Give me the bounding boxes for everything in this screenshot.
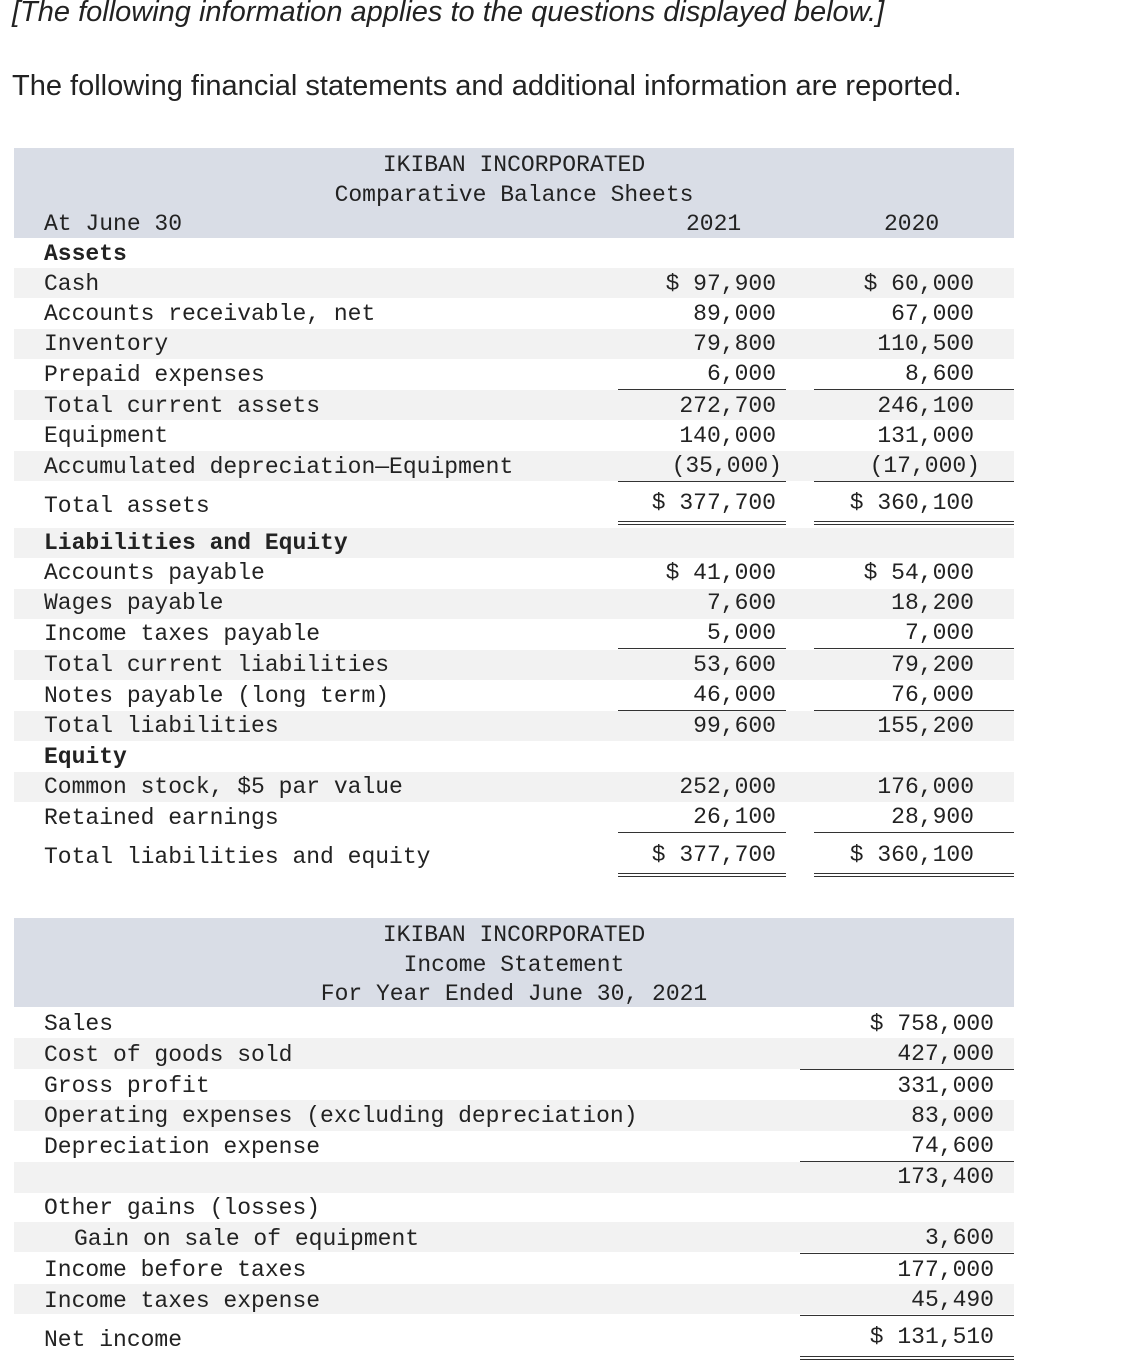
balance-sheet-table bbox=[14, 148, 1014, 878]
row-value-2020: 28,900 bbox=[891, 804, 974, 830]
row-value-2020: $ 54,000 bbox=[863, 560, 974, 586]
row-value-2021: 272,700 bbox=[679, 393, 776, 419]
row-value-2021: 7,600 bbox=[706, 590, 776, 616]
income-row-label: Cost of goods sold bbox=[44, 1042, 293, 1068]
row-label: Accounts receivable, net bbox=[44, 301, 376, 327]
row-value-2021: 26,100 bbox=[693, 804, 776, 830]
row-value-2020: 18,200 bbox=[891, 590, 974, 616]
row-label: Wages payable bbox=[44, 590, 224, 616]
row-value-2020: 67,000 bbox=[891, 301, 974, 327]
row-value-2020: 131,000 bbox=[877, 423, 974, 449]
row-value-2021: $ 377,700 bbox=[651, 490, 776, 516]
balance-col-2021: 2021 bbox=[686, 211, 742, 237]
row-label: Equity bbox=[44, 744, 127, 770]
row-value-2021: 89,000 bbox=[693, 301, 776, 327]
income-row-value: 45,490 bbox=[911, 1287, 994, 1313]
row-label: Total liabilities and equity bbox=[44, 844, 431, 870]
income-row-value: 3,600 bbox=[924, 1225, 994, 1251]
row-value-2020: 155,200 bbox=[877, 713, 974, 739]
row-label: Cash bbox=[44, 271, 100, 297]
income-period: For Year Ended June 30, 2021 bbox=[320, 981, 708, 1007]
row-label: Total assets bbox=[44, 493, 210, 519]
row-value-2021: 6,000 bbox=[706, 361, 776, 387]
row-value-2020: $ 60,000 bbox=[863, 271, 974, 297]
row-value-2021: $ 377,700 bbox=[651, 842, 776, 868]
row-value-2020: 110,500 bbox=[877, 331, 974, 357]
row-label: Retained earnings bbox=[44, 805, 279, 831]
row-value-2021: 53,600 bbox=[693, 652, 776, 678]
income-row-value: 83,000 bbox=[911, 1103, 994, 1129]
row-value-2020: 8,600 bbox=[904, 361, 974, 387]
row-value-2021: 140,000 bbox=[679, 423, 776, 449]
balance-col-2020: 2020 bbox=[884, 211, 940, 237]
income-row-label: Sales bbox=[44, 1011, 114, 1037]
row-label: Inventory bbox=[44, 331, 169, 357]
income-row-label: Income before taxes bbox=[44, 1257, 307, 1283]
row-value-2020: 246,100 bbox=[877, 393, 974, 419]
balance-sheet-header bbox=[14, 148, 1014, 238]
income-title: Income Statement bbox=[403, 952, 625, 978]
row-label: Equipment bbox=[44, 423, 169, 449]
row-label: Total liabilities bbox=[44, 713, 279, 739]
income-company: IKIBAN INCORPORATED bbox=[382, 922, 646, 948]
income-row-value: 331,000 bbox=[897, 1073, 994, 1099]
row-value-2021: 252,000 bbox=[679, 774, 776, 800]
income-row-value: 177,000 bbox=[897, 1257, 994, 1283]
row-value-2020: 79,200 bbox=[891, 652, 974, 678]
income-row-label: Other gains (losses) bbox=[44, 1195, 321, 1221]
row-label: Liabilities and Equity bbox=[44, 530, 348, 556]
balance-company: IKIBAN INCORPORATED bbox=[382, 152, 646, 178]
row-value-2021: 5,000 bbox=[706, 620, 776, 646]
income-row-value: 173,400 bbox=[897, 1164, 994, 1190]
row-value-2021: 79,800 bbox=[693, 331, 776, 357]
row-value-2021: 46,000 bbox=[693, 682, 776, 708]
income-row-label: Gain on sale of equipment bbox=[74, 1226, 420, 1252]
balance-date-label: At June 30 bbox=[44, 211, 183, 237]
intro-text: The following financial statements and additional information are reported. bbox=[12, 70, 962, 102]
income-statement-header bbox=[14, 918, 1014, 1007]
income-row-label: Operating expenses (excluding depreciation) bbox=[44, 1103, 638, 1129]
row-value-2020: 76,000 bbox=[891, 682, 974, 708]
row-label: Total current liabilities bbox=[44, 652, 390, 678]
row-label: Notes payable (long term) bbox=[44, 683, 390, 709]
row-label: Total current assets bbox=[44, 393, 321, 419]
income-row-label: Gross profit bbox=[44, 1073, 210, 1099]
income-row-value: $ 131,510 bbox=[869, 1324, 994, 1350]
row-label: Common stock, $5 par value bbox=[44, 774, 403, 800]
row-value-2020: $ 360,100 bbox=[849, 490, 974, 516]
row-value-2020: $ 360,100 bbox=[849, 842, 974, 868]
income-row-value: 74,600 bbox=[911, 1133, 994, 1159]
intro-note: [The following information applies to the questions displayed below.] bbox=[12, 0, 885, 28]
income-row-value: 427,000 bbox=[897, 1041, 994, 1067]
row-label: Prepaid expenses bbox=[44, 362, 265, 388]
balance-title: Comparative Balance Sheets bbox=[334, 182, 694, 208]
row-label: Accounts payable bbox=[44, 560, 265, 586]
income-row-value: $ 758,000 bbox=[869, 1011, 994, 1037]
row-value-2020: (17,000) bbox=[869, 453, 980, 479]
row-value-2021: $ 41,000 bbox=[665, 560, 776, 586]
row-label: Accumulated depreciation—Equipment bbox=[44, 454, 514, 480]
row-label: Assets bbox=[44, 241, 127, 267]
income-row-label: Income taxes expense bbox=[44, 1288, 321, 1314]
row-value-2020: 176,000 bbox=[877, 774, 974, 800]
row-value-2020: 7,000 bbox=[904, 620, 974, 646]
row-value-2021: (35,000) bbox=[671, 453, 782, 479]
income-row-label: Depreciation expense bbox=[44, 1134, 321, 1160]
row-value-2021: $ 97,900 bbox=[665, 271, 776, 297]
row-value-2021: 99,600 bbox=[693, 713, 776, 739]
income-statement-table bbox=[14, 918, 1014, 1368]
row-label: Income taxes payable bbox=[44, 621, 321, 647]
income-row-label: Net income bbox=[44, 1327, 183, 1353]
